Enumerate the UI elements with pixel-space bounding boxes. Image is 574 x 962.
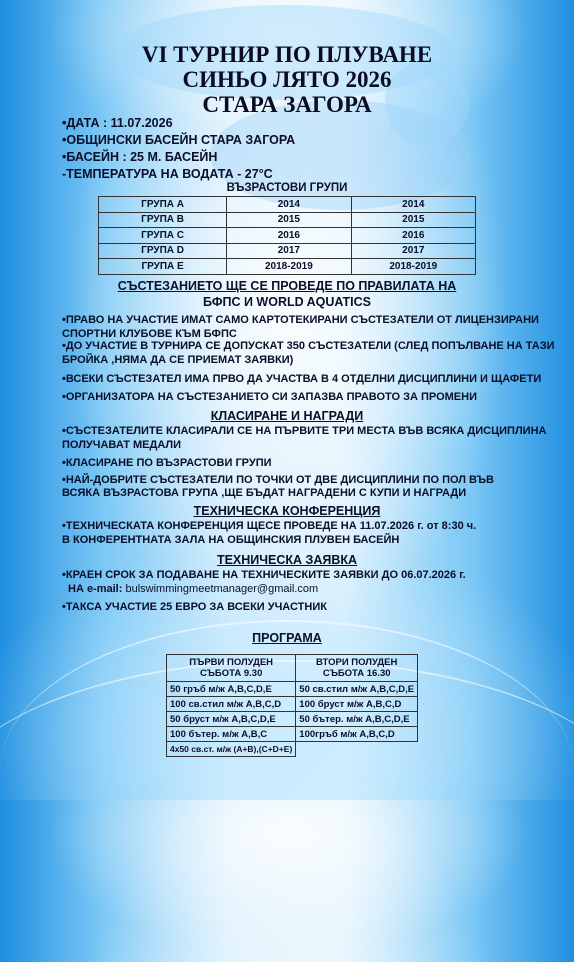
right-header-time: СЪБОТА 16.30 [322, 668, 391, 679]
left-header-title: ПЪРВИ ПОЛУДЕН [189, 657, 274, 668]
group-name: ГРУПА Е [99, 259, 227, 275]
rules-heading-1: СЪСТЕЗАНИЕТО ЩЕ СЕ ПРОВЕДЕ ПО ПРАВИЛАТА НА [117, 279, 457, 293]
group-year-m: 2017 [351, 243, 475, 259]
group-year-f: 2015 [227, 212, 351, 228]
conference-line: •ТЕХНИЧЕСКАТА КОНФЕРЕНЦИЯ ЩЕСЕ ПРОВЕДЕ НА 11.07.2026 г. от 8:30 ч. [62, 520, 477, 532]
program-event [296, 742, 418, 757]
group-name: ГРУПА С [99, 228, 227, 244]
group-name: ГРУПА В [99, 212, 227, 228]
entries-email-line [68, 583, 318, 595]
awards-line: •КЛАСИРАНЕ ПО ВЪЗРАСТОВИ ГРУПИ [62, 457, 272, 469]
group-name: ГРУПА D [99, 243, 227, 259]
conference-heading: ТЕХНИЧЕСКА КОНФЕРЕНЦИЯ [193, 504, 381, 518]
table-row [99, 212, 476, 228]
program-event: 4х50 св.ст. м/ж (А+В),(С+D+Е) [167, 742, 296, 757]
awards-line: ПОЛУЧАВАТ МЕДАЛИ [62, 439, 182, 451]
left-header-time: СЪБОТА 9.30 [199, 668, 263, 679]
table-row [99, 228, 476, 244]
info-venue: •ОБЩИНСКИ БАСЕЙН СТАРА ЗАГОРА [62, 133, 296, 147]
awards-line: •СЪСТЕЗАТЕЛИТЕ КЛАСИРАЛИ СЕ НА ПЪРВИТЕ ТРИ МЕСТА ВЪВ ВСЯКА ДИСЦИПЛИНА [62, 425, 547, 437]
info-pool: •БАСЕЙН : 25 М. БАСЕЙН [62, 150, 218, 164]
program-left-header [167, 655, 296, 682]
info-date: •ДАТА : 11.07.2026 [62, 116, 173, 130]
group-year-m: 2015 [351, 212, 475, 228]
email-label: НА e-mail: [68, 583, 123, 595]
program-right-header [296, 655, 418, 682]
table-row [167, 697, 418, 712]
title-line-3: СТАРА ЗАГОРА [202, 92, 372, 117]
group-year-m: 2014 [351, 197, 475, 213]
program-event: 100 бруст м/ж А,В,С,D [296, 697, 418, 712]
entries-fee: •ТАКСА УЧАСТИЕ 25 ЕВРО ЗА ВСЕКИ УЧАСТНИК [62, 601, 327, 613]
group-year-m: 2016 [351, 228, 475, 244]
program-event: 100 бътер. м/ж А,В,С [167, 727, 296, 742]
awards-line: ВСЯКА ВЪЗРАСТОВА ГРУПА ,ЩЕ БЪДАТ НАГРАДЕНИ С КУПИ И НАГРАДИ [62, 487, 467, 499]
table-row [167, 742, 418, 757]
info-water-temp: -ТЕМПЕРАТУРА НА ВОДАТА - 27°С [62, 167, 273, 181]
awards-line: •НАЙ-ДОБРИТЕ СЪСТЕЗАТЕЛИ ПО ТОЧКИ ОТ ДВЕ ДИСЦИПЛИНИ ПО ПОЛ ВЪВ [62, 474, 494, 486]
rules-line: СПОРТНИ КЛУБОВЕ КЪМ БФПС [62, 328, 237, 340]
title-line-1: VI ТУРНИР ПО ПЛУВАНЕ [141, 42, 433, 67]
table-row [167, 682, 418, 697]
program-event: 50 бътер. м/ж А,В,С,D,Е [296, 712, 418, 727]
rules-line: •ОРГАНИЗАТОРА НА СЪСТЕЗАНИЕТО СИ ЗАПАЗВА ПРАВОТО ЗА ПРОМЕНИ [62, 391, 477, 403]
entries-deadline: •КРАЕН СРОК ЗА ПОДАВАНЕ НА ТЕХНИЧЕСКИТЕ ЗАЯВКИ ДО 06.07.2026 г. [62, 569, 466, 581]
table-row [167, 712, 418, 727]
rules-line: БРОЙКА ,НЯМА ДА СЕ ПРИЕМАТ ЗАЯВКИ) [62, 354, 294, 366]
age-groups-table [98, 196, 476, 275]
group-year-f: 2014 [227, 197, 351, 213]
rules-line: •ВСЕКИ СЪСТЕЗАТЕЛ ИМА ПРВО ДА УЧАСТВА В 4 ОТДЕЛНИ ДИСЦИПЛИНИ И ЩАФЕТИ [62, 373, 542, 385]
right-header-title: ВТОРИ ПОЛУДЕН [316, 657, 398, 668]
program-event: 100гръб м/ж А,В,С,D [296, 727, 418, 742]
program-event: 50 гръб м/ж А,В,С,D,Е [167, 682, 296, 697]
table-row [99, 197, 476, 213]
age-groups-heading: ВЪЗРАСТОВИ ГРУПИ [226, 182, 348, 194]
email-link[interactable]: bulswimmingmeetmanager@gmail.com [125, 583, 319, 595]
rules-line: •ДО УЧАСТИЕ В ТУРНИРА СЕ ДОПУСКАТ 350 СЪСТЕЗАТЕЛИ (СЛЕД ПОПЪЛВАНЕ НА ТАЗИ [62, 340, 555, 352]
group-name: ГРУПА А [99, 197, 227, 213]
group-year-m: 2018-2019 [351, 259, 475, 275]
group-year-f: 2018-2019 [227, 259, 351, 275]
rules-heading-2: БФПС И WORLD AQUATICS [203, 295, 371, 309]
table-row [99, 243, 476, 259]
program-table [166, 654, 418, 757]
program-heading: ПРОГРАМА [252, 631, 322, 645]
title-line-2: СИНЬО ЛЯТО 2026 [182, 67, 392, 92]
program-event: 50 бруст м/ж А,В,С,D,Е [167, 712, 296, 727]
table-row [167, 727, 418, 742]
table-row [99, 259, 476, 275]
group-year-f: 2017 [227, 243, 351, 259]
awards-heading: КЛАСИРАНЕ И НАГРАДИ [210, 409, 364, 423]
table-row [167, 655, 418, 682]
program-event: 100 св.стил м/ж А,В,С,D [167, 697, 296, 712]
rules-line: •ПРАВО НА УЧАСТИЕ ИМАТ САМО КАРТОТЕКИРАНИ СЪСТЕЗАТЕЛИ ОТ ЛИЦЕНЗИРАНИ [62, 314, 539, 326]
group-year-f: 2016 [227, 228, 351, 244]
program-event: 50 св.стил м/ж А,В,С,D,Е [296, 682, 418, 697]
conference-line: В КОНФЕРЕНТНАТА ЗАЛА НА ОБЩИНСКИЯ ПЛУВЕН БАСЕЙН [62, 534, 400, 546]
entries-heading: ТЕХНИЧЕСКА ЗАЯВКА [216, 553, 358, 567]
